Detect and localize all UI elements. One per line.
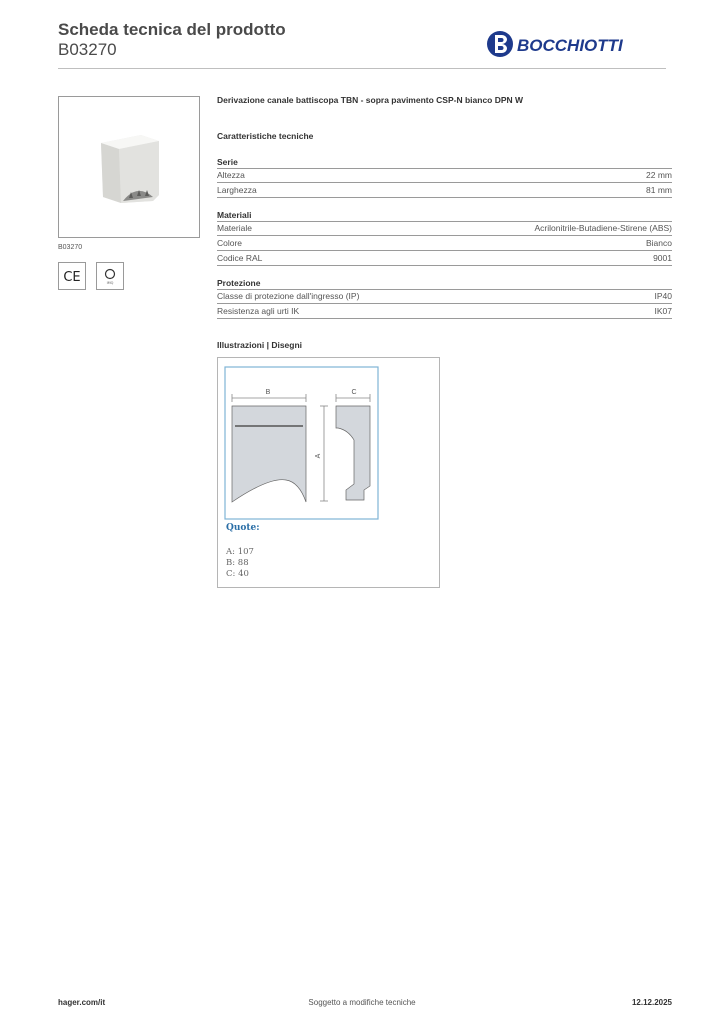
spec-value: Bianco bbox=[646, 238, 672, 248]
product-shape-icon bbox=[59, 97, 199, 237]
spec-label: Materiale bbox=[217, 223, 252, 233]
spec-label: Codice RAL bbox=[217, 253, 263, 263]
spec-row bbox=[217, 222, 672, 236]
spec-row bbox=[217, 252, 672, 266]
specs-title: Caratteristiche tecniche bbox=[217, 131, 314, 141]
quote-c: C: 40 bbox=[226, 569, 249, 579]
quotes-title: Quote: bbox=[226, 523, 260, 533]
ce-mark-icon bbox=[58, 262, 86, 290]
image-caption: B03270 bbox=[58, 244, 83, 251]
spec-label: Classe di protezione dall'ingresso (IP) bbox=[217, 291, 360, 301]
footer-website[interactable]: hager.com/it bbox=[58, 998, 106, 1007]
spec-row bbox=[217, 237, 672, 251]
spec-label: Larghezza bbox=[217, 185, 257, 195]
bocchiotti-logo bbox=[486, 28, 666, 60]
dim-label-a: A bbox=[315, 453, 322, 459]
group-materiali: Materiali bbox=[217, 210, 252, 220]
spec-row bbox=[217, 305, 672, 319]
spec-value: 81 mm bbox=[646, 185, 672, 195]
spec-label: Altezza bbox=[217, 170, 245, 180]
logo-text: BOCCHIOTTI bbox=[517, 36, 623, 55]
dim-label-c: C bbox=[351, 389, 357, 396]
dim-label-b: B bbox=[265, 389, 271, 396]
spec-row bbox=[217, 169, 672, 183]
spec-value: 22 mm bbox=[646, 170, 672, 180]
product-image bbox=[58, 96, 200, 238]
footer-date: 12.12.2025 bbox=[631, 998, 672, 1007]
group-serie: Serie bbox=[217, 157, 238, 167]
group-protezione: Protezione bbox=[217, 278, 261, 288]
product-description: Derivazione canale battiscopa TBN - sopra pavimento CSP-N bianco DPN W bbox=[217, 95, 524, 105]
spec-value: Acrilonitrile-Butadiene-Stirene (ABS) bbox=[534, 223, 672, 233]
product-code: B03270 bbox=[58, 40, 117, 59]
spec-row bbox=[217, 184, 672, 198]
quote-a: A: 107 bbox=[226, 547, 254, 557]
quote-b: B: 88 bbox=[226, 558, 249, 568]
imq-mark-text: IMQ bbox=[106, 281, 114, 285]
spec-value: IP40 bbox=[654, 291, 672, 301]
spec-value: IK07 bbox=[654, 306, 672, 316]
header-divider bbox=[58, 68, 666, 69]
imq-mark-icon bbox=[96, 262, 124, 290]
ce-mark-text: CE bbox=[63, 270, 81, 285]
spec-value: 9001 bbox=[653, 253, 672, 263]
footer-note: Soggetto a modifiche tecniche bbox=[308, 998, 416, 1007]
spec-row bbox=[217, 290, 672, 304]
spec-label: Resistenza agli urti IK bbox=[217, 306, 300, 316]
illustrations-title: Illustrazioni | Disegni bbox=[217, 340, 303, 350]
page-title: Scheda tecnica del prodotto bbox=[58, 20, 286, 39]
technical-drawing bbox=[224, 366, 380, 520]
spec-label: Colore bbox=[217, 238, 243, 248]
